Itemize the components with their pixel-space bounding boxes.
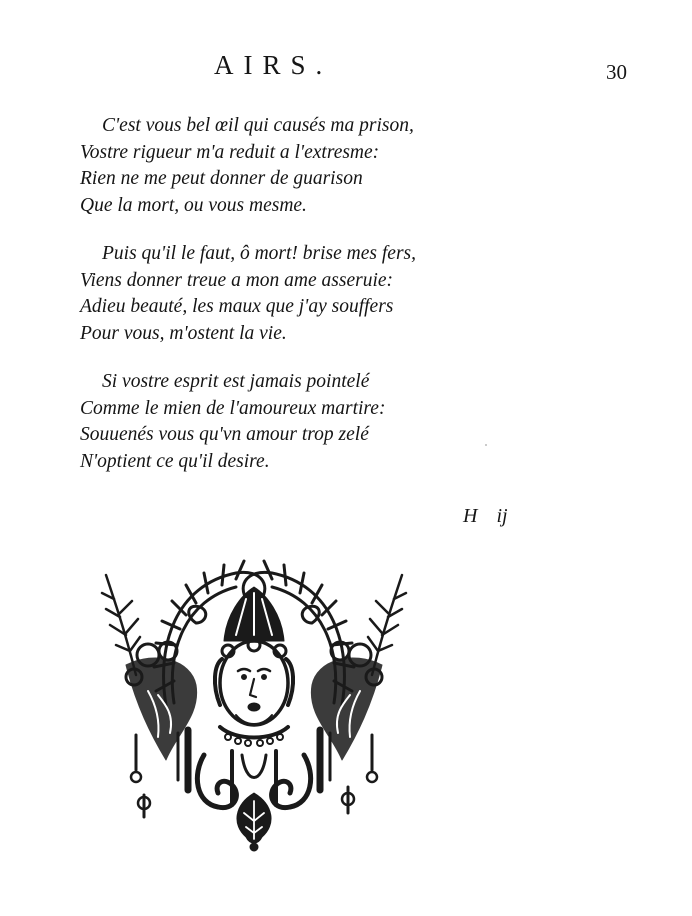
page-number: 30 <box>606 60 627 84</box>
poem-line: Viens donner treue a mon ame asseruie: <box>80 269 394 291</box>
stanza-3 <box>80 369 520 475</box>
grotesque-mask-ornament-icon <box>96 555 412 855</box>
poem-line: Rien ne me peut donner de guarison <box>80 168 363 189</box>
poem-line: Adieu beauté, les maux que j'ay souffers <box>80 296 394 317</box>
paper-speck <box>485 444 487 446</box>
poem-line: Comme le mien de l'amoureux martire: <box>80 397 386 419</box>
stanza-1 <box>80 113 520 219</box>
poem-line: Souuenés vous qu'vn amour trop zelé <box>80 424 369 445</box>
stanza-2 <box>80 241 520 347</box>
poem-line: Que la mort, ou vous mesme. <box>80 194 307 216</box>
poem-line: N'optient ce qu'il desire. <box>80 450 270 472</box>
poem-line: Vostre rigueur m'a reduit a l'extresme: <box>80 141 380 163</box>
poem-line: Pour vous, m'ostent la vie. <box>80 322 287 344</box>
page-title: AIRS. <box>214 50 333 80</box>
poem-line: Si vostre esprit est jamais pointelé <box>102 371 370 392</box>
poem <box>80 113 520 497</box>
poem-line: Puis qu'il le faut, ô mort! brise mes fers, <box>102 243 416 264</box>
poem-line: C'est vous bel œil qui causés ma prison, <box>102 115 414 136</box>
signature-mark: H ij <box>463 505 508 527</box>
